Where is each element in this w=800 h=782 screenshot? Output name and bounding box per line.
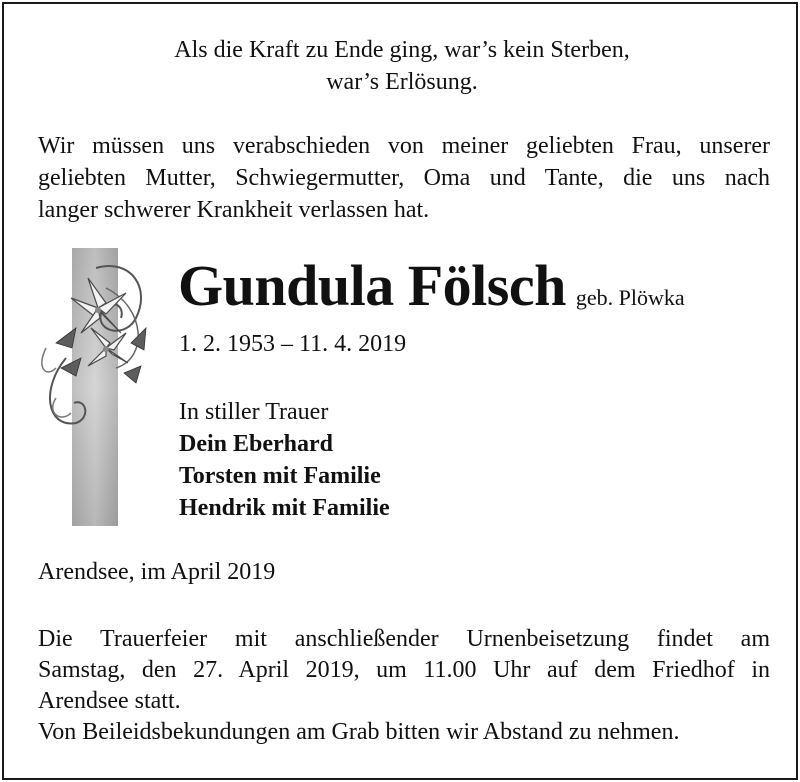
intro-line: Wir müssen uns verabschieden von meiner geliebten Frau, unserer bbox=[38, 133, 770, 159]
deceased-name-row bbox=[178, 250, 685, 322]
deceased-name: Gundula Fölsch bbox=[178, 253, 566, 318]
notice-line: Arendsee statt. bbox=[38, 688, 181, 714]
birth-name: geb. Plöwka bbox=[575, 285, 685, 310]
obituary-frame bbox=[2, 2, 798, 780]
mourner-name: Torsten mit Familie bbox=[179, 463, 381, 489]
mourners-block bbox=[179, 396, 390, 524]
funeral-notice bbox=[38, 624, 770, 748]
intro-line: langer schwerer Krankheit verlassen hat. bbox=[38, 197, 430, 223]
mourner-name: Hendrik mit Familie bbox=[179, 495, 390, 521]
notice-line: Die Trauerfeier mit anschließender Urnenbeisetzung findet am bbox=[38, 626, 770, 652]
motto-line-1: Als die Kraft zu Ende ging, war’s kein Sterben, bbox=[174, 37, 630, 63]
intro-text bbox=[38, 130, 770, 226]
mourner-name: Dein Eberhard bbox=[179, 431, 334, 457]
notice-line: Von Beileidsbekundungen am Grab bitten wir Abstand zu nehmen. bbox=[38, 719, 680, 745]
lily-flower-cross-image bbox=[36, 248, 156, 528]
place-date: Arendsee, im April 2019 bbox=[38, 559, 276, 585]
intro-line: geliebten Mutter, Schwiegermutter, Oma und Tante, die uns nach bbox=[38, 165, 770, 191]
notice-line: Samstag, den 27. April 2019, um 11.00 Uhr auf dem Friedhof in bbox=[38, 657, 770, 683]
motto-line-2: war’s Erlösung. bbox=[326, 69, 478, 95]
mourning-heading: In stiller Trauer bbox=[179, 399, 329, 425]
life-dates: 1. 2. 1953 – 11. 4. 2019 bbox=[179, 331, 407, 357]
